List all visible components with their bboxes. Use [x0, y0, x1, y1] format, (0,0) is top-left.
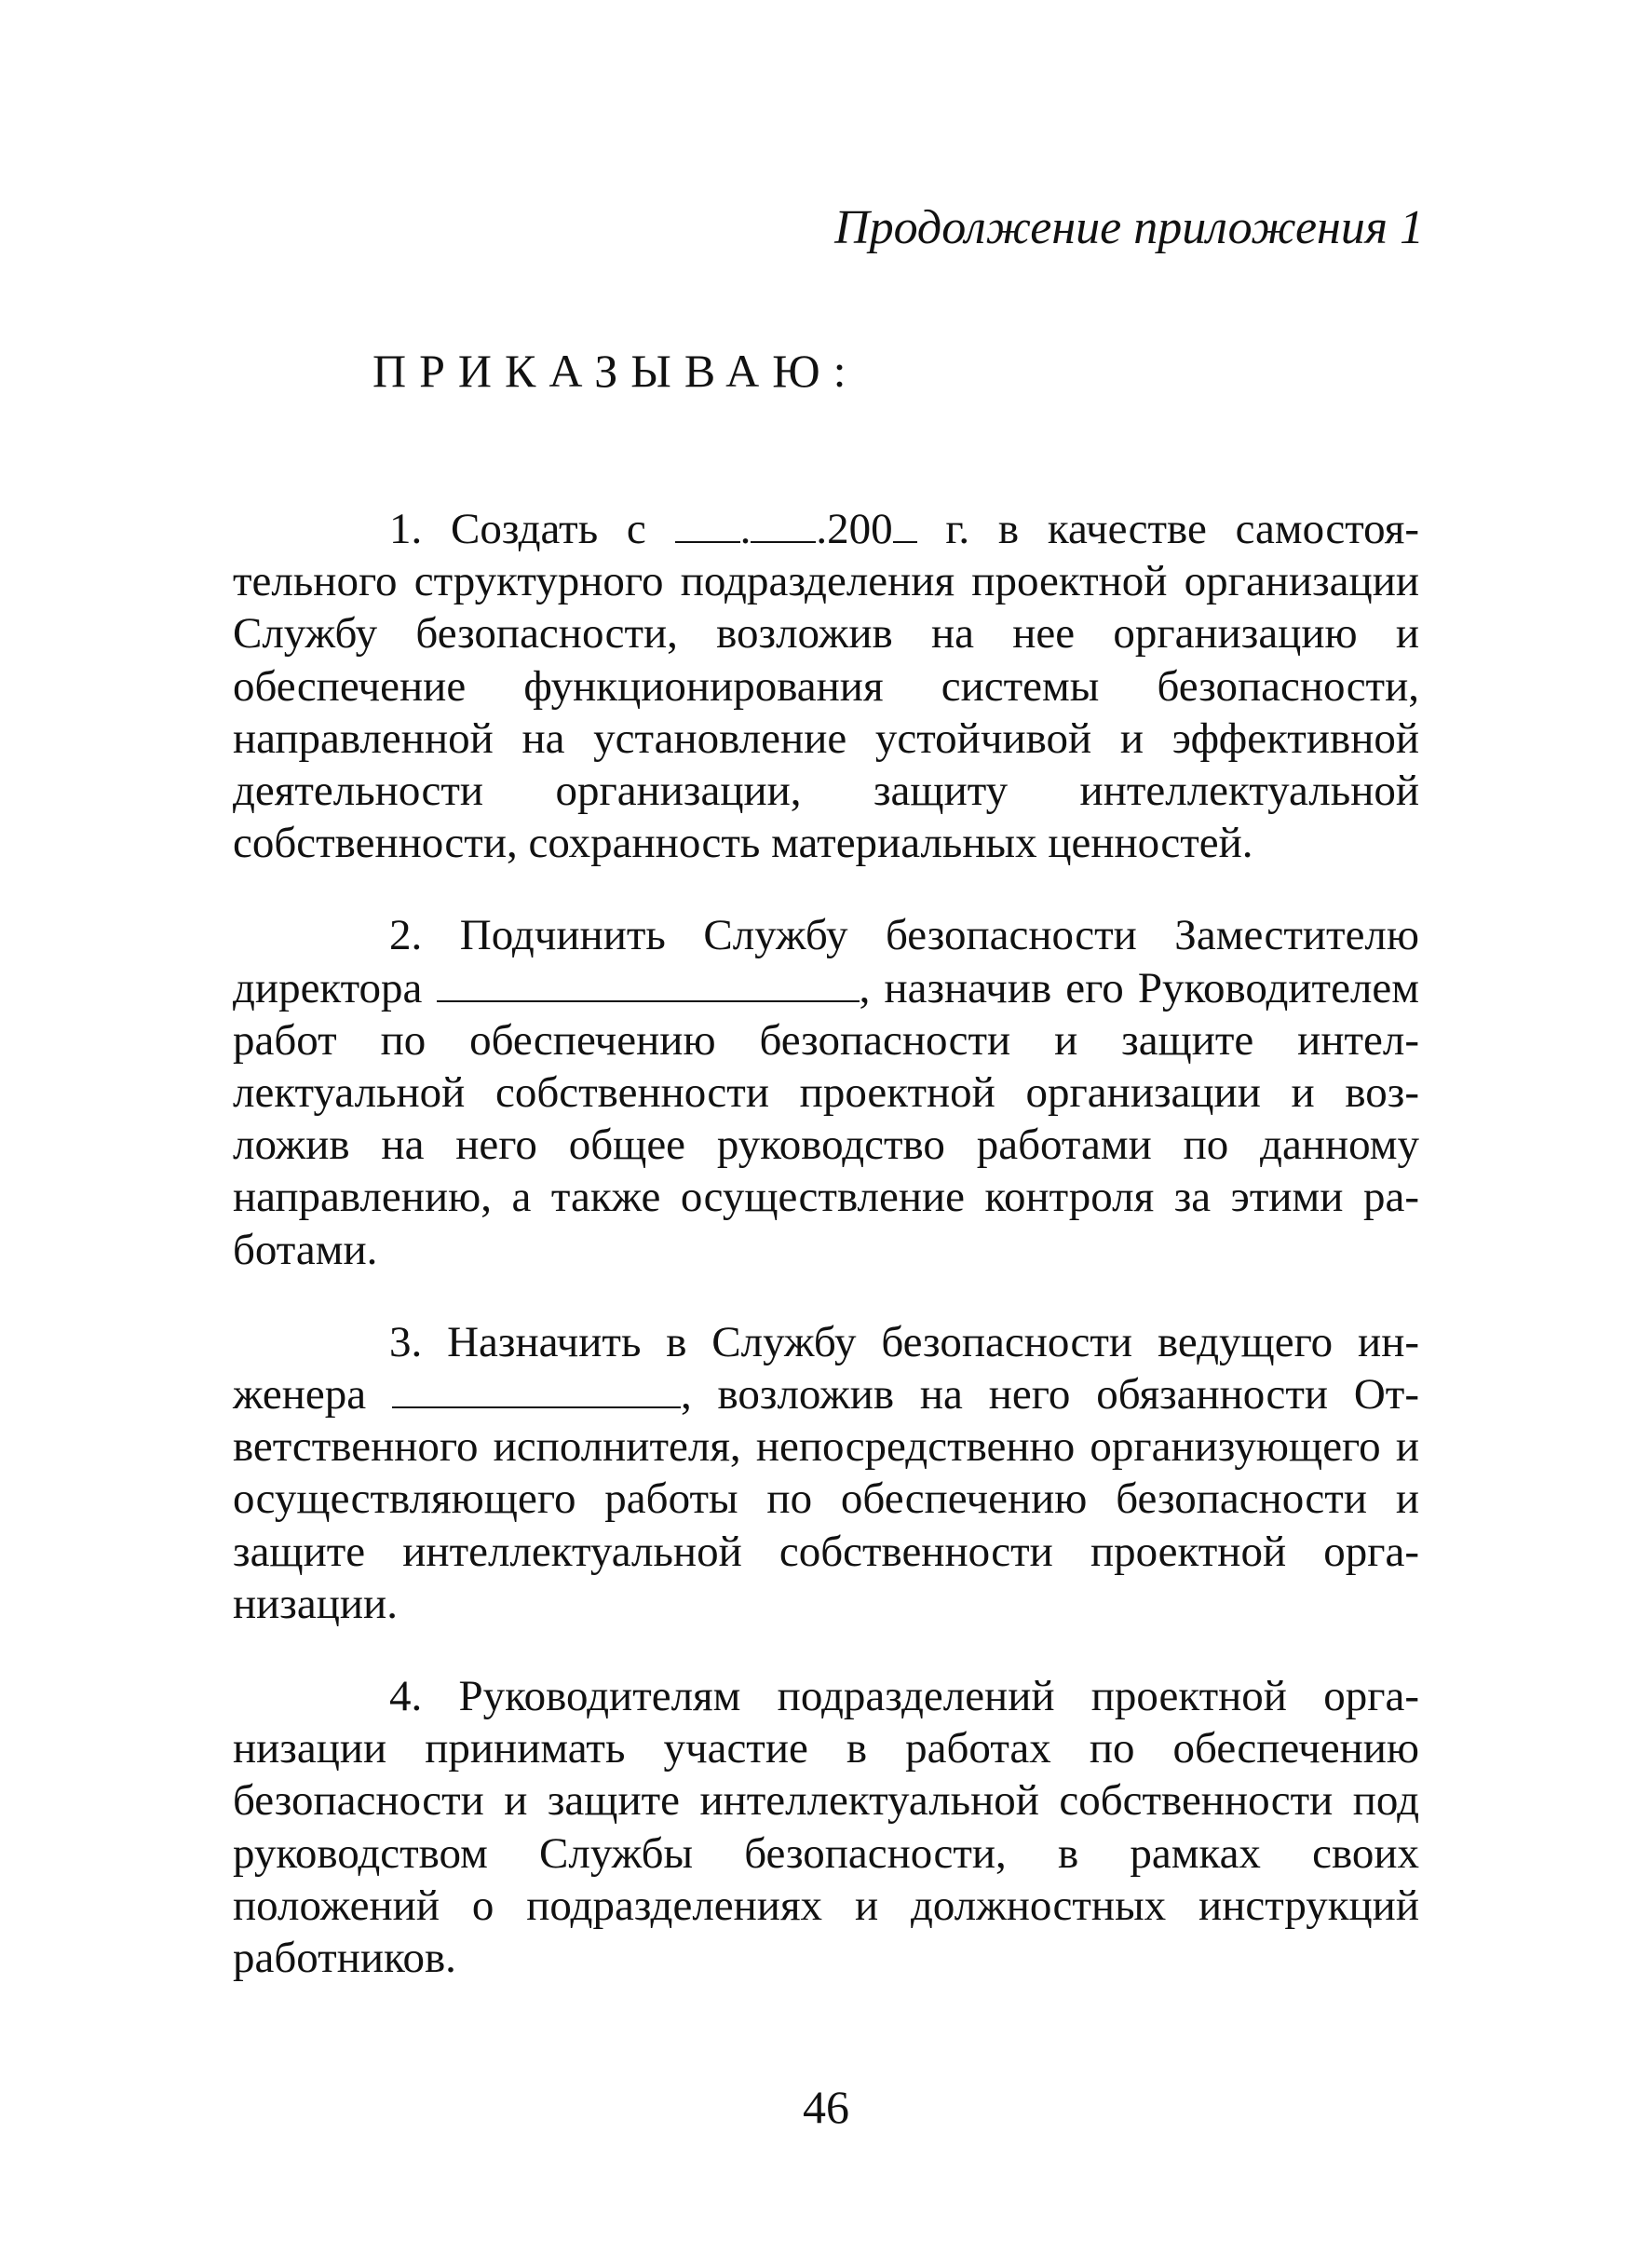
- paragraph-3: [233, 1316, 1419, 1630]
- year-prefix: .200: [816, 505, 893, 553]
- date-separator: .: [739, 505, 752, 553]
- paragraph-3-text: , возложив на него обязанности Ответственного исполнителя, непосредственно организующего и осуществляющего работы по обеспечению безопасности и защите интеллектуальной собственности проектной организации.: [233, 1370, 1420, 1628]
- paragraph-3-lead: 3. Назначить в Службу безопасности ведущего инженера: [233, 1317, 1419, 1420]
- paragraph-1: [233, 503, 1419, 869]
- month-blank: [751, 504, 816, 543]
- day-blank: [675, 504, 740, 543]
- paragraph-1-lead: 1. Создать с: [389, 505, 675, 553]
- paragraph-2-text: , назначив его Руководителем работ по обеспечению безопасности и защите интеллектуальной собственности проектной организации и возложив на него общее руководство работами по данному направлению, а также осуществление контроля за этими работами.: [233, 963, 1419, 1274]
- paragraph-2: [233, 909, 1419, 1275]
- continuation-header: Продолжение приложения 1: [834, 201, 1424, 254]
- paragraph-1-text: г. в качестве самостоятельного структурного подразделения проектной организации Службу безопасности, возложив на нее организацию и обеспечение функционирования системы безопасности, направленной на установление устойчивой и эффективной деятельности организации, защиту интеллектуальной собственности, сохранность материальных ценностей.: [233, 505, 1419, 868]
- engineer-blank: [392, 1369, 681, 1408]
- year-blank: [893, 504, 917, 543]
- paragraph-2-lead: 2. Подчинить Службу безопасности Заместителю директора: [233, 911, 1419, 1012]
- order-title: ПРИКАЗЫВАЮ:: [372, 345, 860, 397]
- order-body: [233, 503, 1419, 2024]
- deputy-director-blank: [437, 963, 860, 1002]
- page-number: 46: [803, 2081, 849, 2133]
- paragraph-4: 4. Руководителям подразделений проектной организации принимать участие в работах по обеспечению безопасности и защите интеллектуальной собственности под руководством Службы безопасности, в рамках своих положений о подразделениях и должностных инструкций работников.: [233, 1672, 1419, 1983]
